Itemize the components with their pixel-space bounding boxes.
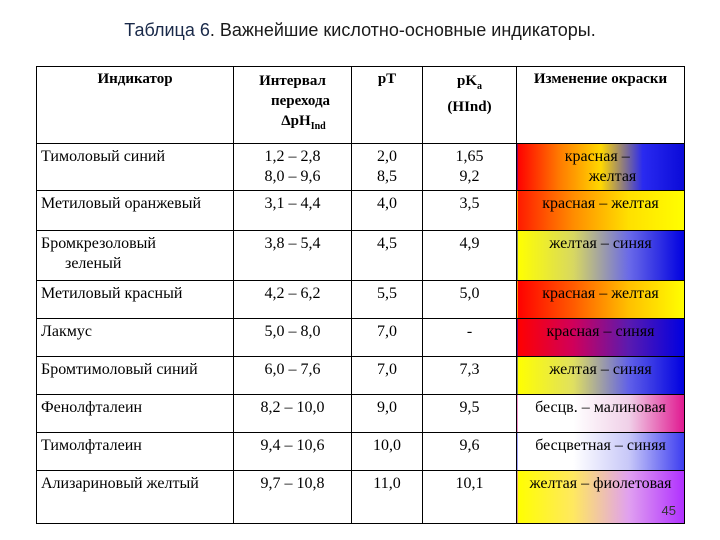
pka-value (423, 395, 517, 433)
indicator-name (37, 357, 234, 395)
table-row (37, 191, 685, 231)
pka-value-line1: 1,65 (455, 148, 484, 165)
pt-value-line1: 2,0 (377, 148, 397, 165)
transition-interval-line1: 3,1 – 4,4 (264, 195, 321, 212)
color-change-swatch (517, 231, 685, 281)
pt-value (352, 471, 423, 524)
color-change-text: красная – желтая (542, 285, 659, 302)
transition-interval-line2: 8,0 – 9,6 (264, 168, 321, 185)
table-row (37, 144, 685, 191)
pka-value (423, 433, 517, 471)
color-change-text: желтая – фиолетовая (529, 475, 672, 492)
color-change-line2: желтая (588, 168, 637, 185)
header-pka: $pK_a$ (HInd) (423, 67, 517, 144)
transition-interval-line1: 6,0 – 7,6 (264, 361, 321, 378)
table-row (37, 395, 685, 433)
indicator-name-line2: зеленый (65, 255, 122, 272)
table-row (37, 357, 685, 395)
pka-value-line1: 3,5 (459, 195, 480, 212)
indicators-table (36, 66, 685, 524)
pka-value-line1: - (466, 323, 473, 340)
pt-value-line2: 8,5 (377, 168, 397, 185)
color-change-swatch (517, 357, 685, 395)
color-change-text: желтая – синяя (549, 235, 652, 252)
color-change-swatch (517, 144, 685, 191)
pt-value (352, 433, 423, 471)
header-pt: pT (352, 67, 423, 144)
transition-interval-line1: 8,2 – 10,0 (260, 399, 325, 416)
indicator-name (37, 433, 234, 471)
header-interval: Интервал перехода ΔpH$_{Ind}$ (234, 67, 352, 144)
color-change-swatch (517, 433, 685, 471)
transition-interval (234, 191, 352, 231)
indicator-name (37, 319, 234, 357)
transition-interval-line1: 9,4 – 10,6 (260, 437, 325, 454)
pka-value (423, 191, 517, 231)
indicator-name-line1: Тимолфталеин (41, 437, 142, 454)
pka-value-line1: 9,5 (459, 399, 480, 416)
pt-value (352, 144, 423, 191)
table-row (37, 433, 685, 471)
pt-value-line1: 10,0 (373, 437, 401, 454)
table-header-row (37, 67, 685, 144)
pka-value (423, 281, 517, 319)
color-change-text: бесцветная – синяя (535, 437, 666, 454)
indicator-name-line1: Метиловый красный (41, 285, 183, 302)
indicator-name (37, 191, 234, 231)
pka-value-line1: 9,6 (459, 437, 480, 454)
table-label: Таблица 6 (124, 20, 210, 40)
transition-interval (234, 471, 352, 524)
color-change-line1: красная – (564, 148, 630, 165)
page-number: 45 (661, 503, 676, 518)
transition-interval (234, 433, 352, 471)
pka-value (423, 357, 517, 395)
pka-value-line1: 5,0 (459, 285, 480, 302)
color-change-text: красная – желтая (542, 195, 659, 212)
color-change-text: красная – синяя (546, 323, 655, 340)
table-row (37, 231, 685, 281)
indicator-name-line1: Тимоловый синий (41, 148, 166, 165)
pka-value (423, 319, 517, 357)
pka-value-line1: 4,9 (459, 235, 480, 252)
indicator-name (37, 281, 234, 319)
transition-interval (234, 357, 352, 395)
pt-value-line1: 5,5 (377, 285, 397, 302)
indicator-name (37, 395, 234, 433)
indicator-name-line1: Бромкрезоловый (41, 235, 156, 252)
pka-value-line1: 10,1 (455, 475, 484, 492)
pt-value (352, 319, 423, 357)
indicator-name-line1: Бромтимоловый синий (41, 361, 198, 378)
pt-value-line1: 7,0 (377, 323, 397, 340)
color-change-text: желтая – синяя (549, 361, 652, 378)
table-row (37, 471, 685, 524)
transition-interval-line1: 1,2 – 2,8 (264, 148, 321, 165)
pt-value-line1: 7,0 (377, 361, 397, 378)
table-row (37, 281, 685, 319)
pt-value (352, 395, 423, 433)
transition-interval (234, 395, 352, 433)
pt-value (352, 191, 423, 231)
header-color-change: Изменение окраски (517, 67, 685, 144)
transition-interval (234, 231, 352, 281)
pt-value (352, 281, 423, 319)
indicator-name (37, 471, 234, 524)
transition-interval-line1: 5,0 – 8,0 (264, 323, 321, 340)
pt-value-line1: 11,0 (373, 475, 401, 492)
transition-interval (234, 319, 352, 357)
indicator-name (37, 231, 234, 281)
pt-value-line1: 4,0 (377, 195, 397, 212)
indicator-name (37, 144, 234, 191)
indicator-name-line1: Ализариновый желтый (41, 475, 199, 492)
pt-value (352, 231, 423, 281)
table-row (37, 319, 685, 357)
color-change-swatch (517, 471, 685, 524)
transition-interval-line1: 9,7 – 10,8 (260, 475, 325, 492)
transition-interval-line1: 3,8 – 5,4 (264, 235, 321, 252)
color-change-swatch (517, 281, 685, 319)
page-title (0, 20, 720, 41)
pka-value-line1: 7,3 (459, 361, 480, 378)
transition-interval (234, 281, 352, 319)
pt-value-line1: 4,5 (377, 235, 397, 252)
color-change-swatch (517, 319, 685, 357)
pka-value-line2: 9,2 (459, 168, 480, 185)
indicator-name-line1: Метиловый оранжевый (41, 195, 201, 212)
color-change-swatch (517, 395, 685, 433)
pt-value-line1: 9,0 (377, 399, 397, 416)
title-text: . Важнейшие кислотно-основные индикаторы. (209, 20, 596, 40)
color-change-text: бесцв. – малиновая (535, 399, 666, 416)
pka-value (423, 144, 517, 191)
pt-value (352, 357, 423, 395)
indicator-name-line1: Фенолфталеин (41, 399, 143, 416)
color-change-swatch (517, 191, 685, 231)
header-indicator: Индикатор (37, 67, 234, 144)
pka-value (423, 471, 517, 524)
indicator-name-line1: Лакмус (41, 323, 92, 340)
pka-value (423, 231, 517, 281)
transition-interval-line1: 4,2 – 6,2 (264, 285, 321, 302)
transition-interval (234, 144, 352, 191)
